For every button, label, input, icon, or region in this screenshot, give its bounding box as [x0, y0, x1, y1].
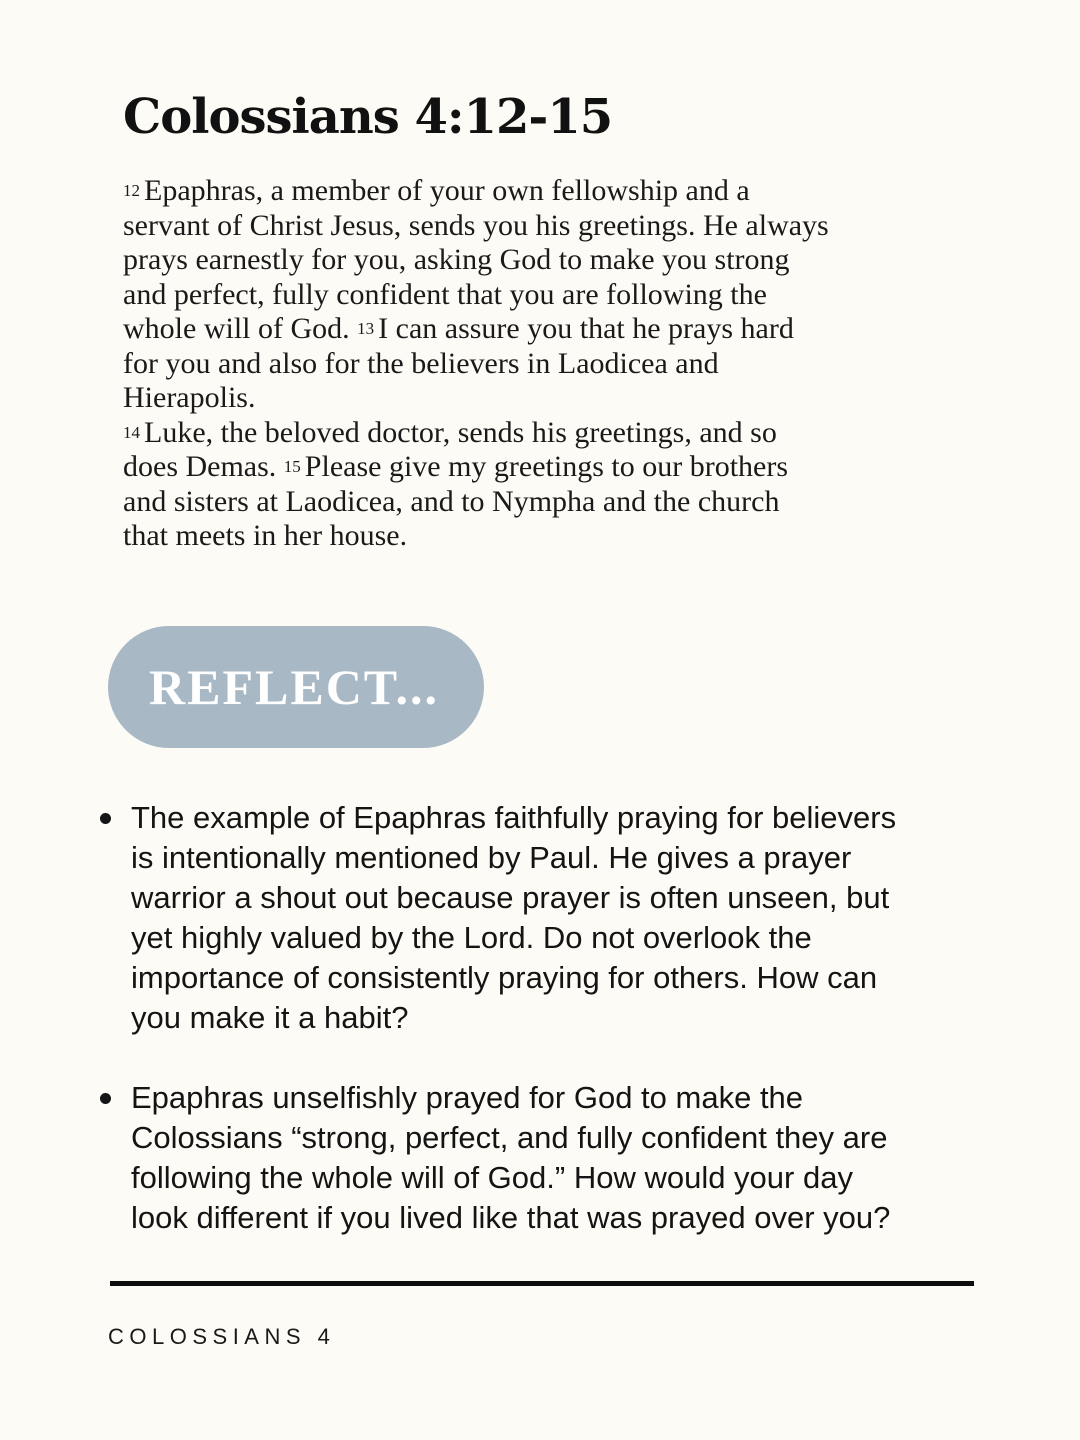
verse-text: whole will of God. [123, 312, 358, 345]
reflection-question [92, 798, 1012, 1038]
footer-label: COLOSSIANS 4 [108, 1324, 336, 1349]
reflect-label: REFLECT... [149, 659, 439, 715]
verse-text: for you and also for the believers in Laodicea and [123, 346, 719, 380]
question-line: Colossians “strong, perfect, and fully confident they are [131, 1120, 888, 1155]
divider-line [110, 1281, 974, 1286]
page-title: Colossians 4:12-15 [123, 89, 613, 145]
verse-text: Please give my greetings to our brothers [304, 450, 789, 483]
verse-text: and perfect, fully confident that you are following the [123, 277, 767, 311]
verse-text: I can assure you that he prays hard [378, 312, 794, 345]
scripture-line [123, 312, 953, 347]
question-line: following the whole will of God.” How would your day [131, 1160, 853, 1195]
scripture-line [123, 278, 953, 313]
scripture-line [123, 416, 953, 451]
verse-number: 12 [123, 181, 140, 200]
verse-text: Epaphras, a member of your own fellowship and a [144, 174, 750, 207]
verse-text: that meets in her house. [123, 519, 408, 552]
verse-number: 13 [357, 319, 375, 338]
verse-text: does Demas. [123, 450, 284, 483]
scripture-line [123, 174, 953, 209]
verse-text: servant of Christ Jesus, sends you his greetings. He always [123, 208, 829, 242]
verse-text: Luke, the beloved doctor, sends his greetings, and so [144, 415, 777, 449]
question-line: The example of Epaphras faithfully praying for believers [131, 800, 897, 835]
scripture-line [123, 347, 953, 382]
question-line: yet highly valued by the Lord. Do not overlook the [131, 920, 812, 955]
scripture-line [123, 209, 953, 244]
question-line: look different if you lived like that was prayed over you? [131, 1200, 891, 1235]
question-line: is intentionally mentioned by Paul. He gives a prayer [131, 840, 852, 875]
question-line: you make it a habit? [131, 1000, 409, 1035]
question-line: warrior a shout out because prayer is often unseen, but [131, 880, 890, 915]
question-line: Epaphras unselfishly prayed for God to make the [131, 1080, 804, 1115]
verse-number: 14 [123, 422, 140, 442]
question-line: importance of consistently praying for others. How can [131, 960, 878, 995]
verse-text: Hierapolis. [123, 381, 256, 414]
verse-text: prays earnestly for you, asking God to make you strong [123, 243, 790, 276]
scripture-line [123, 485, 953, 520]
bullet-dot-icon [100, 813, 111, 824]
scripture-line [123, 450, 953, 485]
scripture-line [123, 243, 953, 278]
reflection-questions-list [92, 798, 1012, 1238]
scripture-passage [123, 174, 953, 554]
verse-text: and sisters at Laodicea, and to Nympha and the church [123, 484, 780, 518]
bullet-dot-icon [100, 1093, 111, 1104]
scripture-line [123, 381, 953, 416]
verse-number: 15 [283, 457, 301, 476]
reflection-question [92, 1078, 1012, 1238]
scripture-line [123, 519, 953, 554]
reflect-badge [108, 626, 484, 748]
